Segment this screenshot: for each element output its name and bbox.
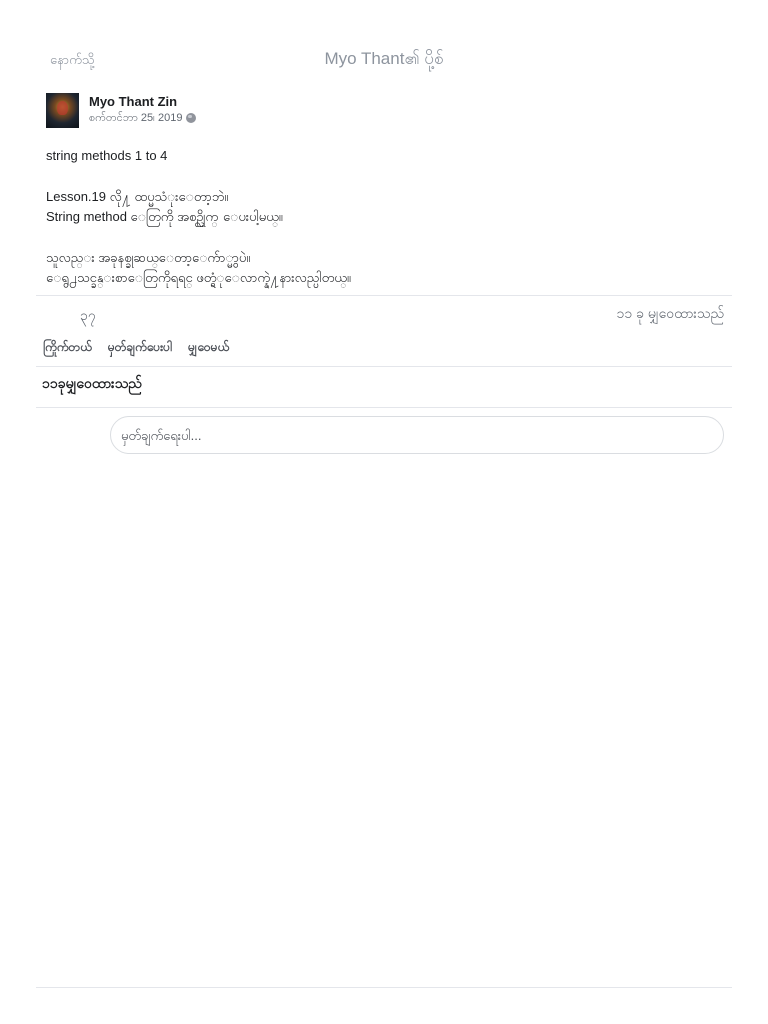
divider [36,407,732,408]
like-button[interactable]: ကြိုက်တယ် [43,340,92,354]
post-line-gap [46,167,726,187]
post-line-gap [46,228,726,248]
page-header [0,0,768,100]
back-link[interactable]: နောက်သို့ [50,52,95,67]
post-line: String method ေတြကို အစဥ္လိုက္ ေပးပါ့မယ္။ [46,209,283,224]
author-meta [89,93,196,125]
comment-input[interactable] [110,416,724,454]
post-line: Lesson.19 လို႔ ထပ္မသံုးေတာ့ဘဲ။ [46,188,229,204]
shares-heading: ၁၁ခုမျှဝေထားသည် [42,375,142,391]
author-name[interactable]: Myo Thant Zin [89,94,178,109]
reaction-count[interactable]: ၃၇ [80,307,96,323]
post-line: သူလည္း အခုနစ္ခုဆယ္ေတာ့ေက်ာ္မွာပဲ။ [46,249,251,265]
post-author-row [46,93,196,129]
share-button[interactable]: မျှဝေမယ် [188,340,230,354]
page-title: Myo Thant၏ ပို့စ် [324,49,444,68]
post-line: ေရွ႕သင္ခန္းစာေတြကိုရရင္ ဖတ္ရံုေလာက္နဲ႔နားလည္ပါတယ္။ [46,270,351,285]
divider [36,366,732,367]
post-body [46,146,726,289]
globe-icon [186,113,196,123]
post-date[interactable]: စက်တင်ဘာ 25၊ 2019 [89,112,183,124]
post-line: string methods 1 to 4 [46,148,168,163]
divider [36,295,732,296]
comment-button[interactable]: မှတ်ချက်ပေးပါ [107,340,173,354]
post-date-row [89,111,196,125]
avatar[interactable] [46,93,79,128]
divider [36,987,732,988]
share-count[interactable]: ၁၁ ခု မျှဝေထားသည် [616,305,724,321]
post-actions [43,339,229,357]
